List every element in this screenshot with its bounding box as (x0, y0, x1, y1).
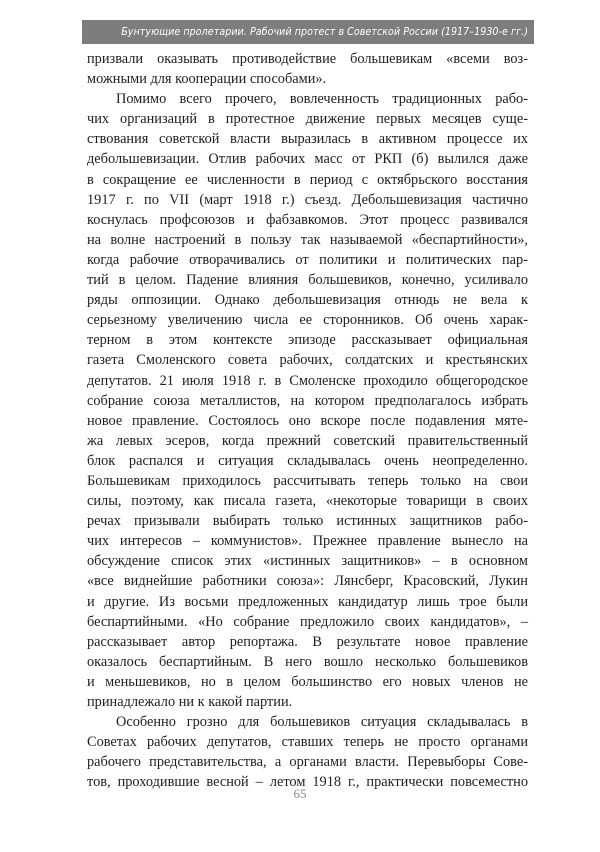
text-line: можными для кооперации способами». (87, 71, 327, 88)
text-line: силы, поэтому, как писала газета, «некоторые товарищи в своих (87, 493, 528, 510)
text-line: принадлежало ни к какой партии. (87, 694, 293, 710)
text-line: в сокращение ее численности в период с октябрьского восстания (87, 171, 528, 188)
text-line: серьезному увеличению числа ее сторонников. Об очень харак- (87, 312, 528, 329)
text-line: Большевикам приходилось рассчитывать теперь только на свои (87, 472, 528, 489)
text-line: новое правление. Состоялось оно вскоре после подавления мяте- (87, 412, 528, 429)
text-line: собрание союза металлистов, на котором предполагалось избрать (87, 392, 528, 409)
text-line: газета Смоленского совета рабочих, солдатских и крестьянских (87, 352, 528, 369)
text-line: и меньшевиков, но в целом большинство его новых членов не (87, 673, 528, 690)
text-line: тий в целом. Падение влияния большевиков, конечно, усиливало (87, 272, 528, 289)
text-line: Особенно грозно для большевиков ситуация складывалась в (116, 714, 528, 731)
text-line: когда рабочие отворачивались от политики и политических пар- (87, 251, 528, 268)
page-number: 65 (293, 786, 307, 801)
text-line: тов, проходившие весной – летом 1918 г., практически повсеместно (87, 774, 528, 791)
text-line: блок распался и ситуация складывалась очень неопределенно. (87, 452, 528, 469)
text-line: «все виднейшие работники союза»: Лянсберг, Красовский, Лукин (87, 573, 528, 590)
text-line: коснулась профсоюзов и фабзавкомов. Этот процесс развивался (87, 211, 528, 228)
text-line: на волне настроений в пользу так называемой «беспартийности», (87, 231, 528, 248)
paragraph (87, 89, 528, 712)
text-line: рабочего представительства, а органами власти. Перевыборы Сове- (87, 754, 528, 771)
text-line: ряды оппозиции. Однако дебольшевизация отнюдь не вела к (87, 292, 528, 309)
text-line: беспартийными. «Но собрание предложило своих кандидатов», – (87, 613, 528, 630)
body-text (87, 49, 528, 792)
text-line: обсуждение список этих «истинных защитников» – в основном (87, 553, 528, 570)
text-line: дебольшевизации. Отлив рабочих масс от РКП (б) вылился даже (87, 151, 528, 168)
text-line: Советах рабочих депутатов, ставших теперь не просто органами (87, 734, 528, 751)
text-line: рассказывает автор репортажа. В результате новое правление (87, 633, 528, 650)
text-line: ствования советской власти выразилась в активном процессе их (87, 131, 528, 148)
paragraph (87, 712, 528, 792)
text-line: 1917 г. по VII (март 1918 г.) съезд. Дебольшевизация частично (87, 191, 528, 208)
paragraph (87, 49, 528, 89)
text-line: чих организаций в протестное движение первых месяцев суще- (87, 111, 528, 128)
text-line: жа левых эсеров, когда прежний советский правительственный (87, 432, 528, 449)
text-line: и другие. Из восьми предложенных кандидатур лишь трое были (87, 593, 528, 610)
text-line: призвали оказывать противодействие большевикам «всеми воз- (87, 51, 528, 67)
text-line: депутатов. 21 июля 1918 г. в Смоленске проходило общегородское (87, 372, 528, 389)
text-line: оказалось беспартийным. В него вошло несколько большевиков (87, 653, 528, 670)
text-line: чих интересов – коммунистов». Прежнее правление вынесло на (87, 533, 528, 550)
text-line: терном в этом контексте эпизоде рассказывает официальная (87, 332, 528, 349)
text-line: речах призывали выбирать только истинных защитников рабо- (87, 513, 528, 530)
running-title: Бунтующие пролетарии. Рабочий протест в Советской России (1917–1930-е гг.) (121, 26, 528, 38)
running-header (82, 20, 534, 44)
text-line: Помимо всего прочего, вовлеченность традиционных рабо- (116, 91, 528, 108)
